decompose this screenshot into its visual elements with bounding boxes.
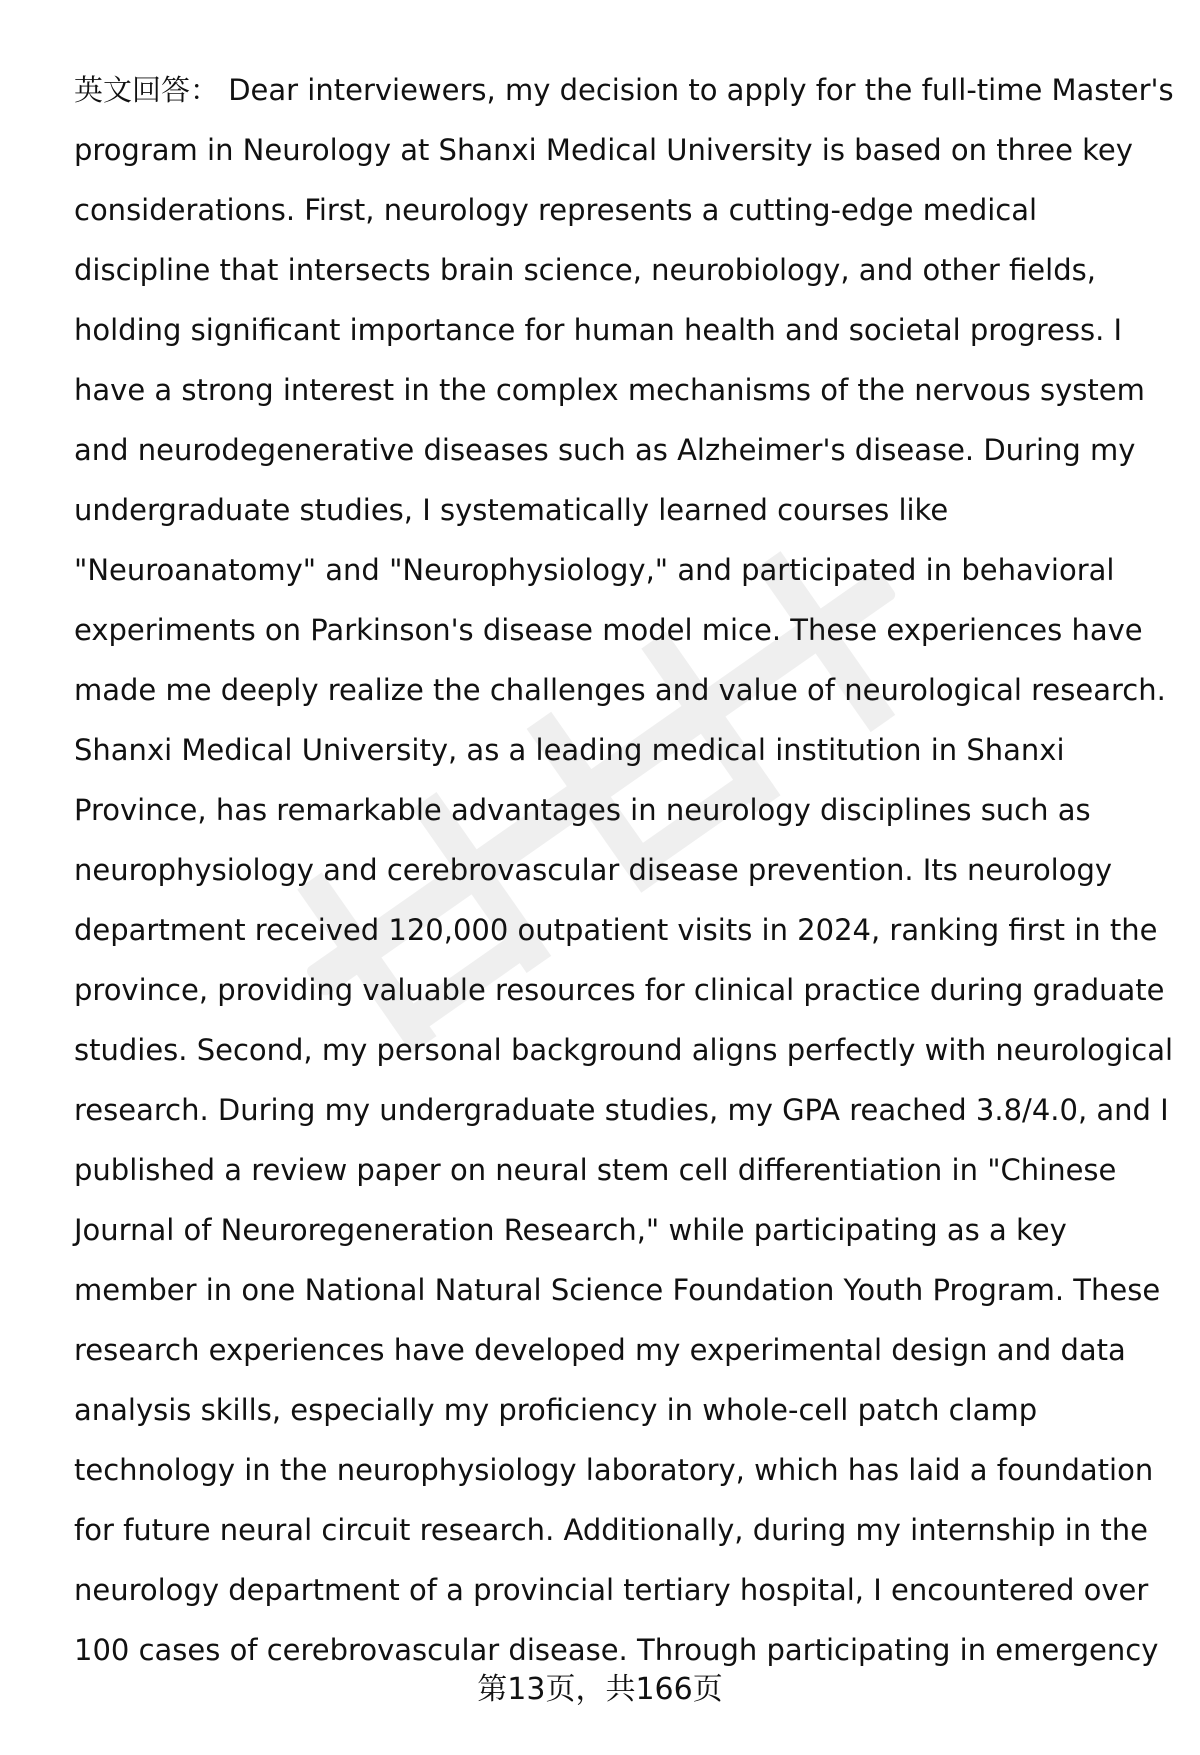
text-line: experiments on Parkinson's disease model mice. These experiences have xyxy=(74,613,1143,647)
text-line: considerations. First, neurology represents a cutting-edge medical xyxy=(74,193,1038,227)
text-line: 英文回答： Dear interviewers, my decision to apply for the full-time Master's xyxy=(74,73,1174,107)
text-line: studies. Second, my personal background aligns perfectly with neurological xyxy=(74,1033,1174,1067)
text-line: have a strong interest in the complex mechanisms of the nervous system xyxy=(74,373,1145,407)
page-footer: 第13页，共166页 xyxy=(477,1672,723,1707)
text-line: Province, has remarkable advantages in neurology disciplines such as xyxy=(74,793,1091,827)
text-line: program in Neurology at Shanxi Medical University is based on three key xyxy=(74,133,1133,167)
text-line: neurology department of a provincial tertiary hospital, I encountered over xyxy=(74,1573,1149,1607)
text-line: research. During my undergraduate studies, my GPA reached 3.8/4.0, and I xyxy=(74,1093,1169,1127)
text-line: technology in the neurophysiology laboratory, which has laid a foundation xyxy=(74,1453,1154,1487)
text-line: member in one National Natural Science Foundation Youth Program. These xyxy=(74,1273,1161,1307)
text-line: and neurodegenerative diseases such as Alzheimer's disease. During my xyxy=(74,433,1136,467)
text-line: made me deeply realize the challenges and value of neurological research. xyxy=(74,673,1166,707)
answer-text xyxy=(74,60,1174,1680)
text-line: undergraduate studies, I systematically learned courses like xyxy=(74,493,949,527)
text-line: province, providing valuable resources for clinical practice during graduate xyxy=(74,973,1165,1007)
text-line: analysis skills, especially my proficiency in whole-cell patch clamp xyxy=(74,1393,1038,1427)
text-line: research experiences have developed my experimental design and data xyxy=(74,1333,1126,1367)
text-line: 100 cases of cerebrovascular disease. Through participating in emergency xyxy=(74,1633,1159,1667)
text-line: "Neuroanatomy" and "Neurophysiology," and participated in behavioral xyxy=(74,553,1115,587)
text-line: neurophysiology and cerebrovascular disease prevention. Its neurology xyxy=(74,853,1113,887)
text-line: for future neural circuit research. Additionally, during my internship in the xyxy=(74,1513,1149,1547)
text-line: Shanxi Medical University, as a leading medical institution in Shanxi xyxy=(74,733,1065,767)
text-line: department received 120,000 outpatient visits in 2024, ranking first in the xyxy=(74,913,1158,947)
text-line: discipline that intersects brain science, neurobiology, and other fields, xyxy=(74,253,1096,287)
text-line: published a review paper on neural stem cell differentiation in "Chinese xyxy=(74,1153,1117,1187)
text-line: holding significant importance for human health and societal progress. I xyxy=(74,313,1123,347)
text-line: Journal of Neuroregeneration Research," while participating as a key xyxy=(74,1213,1067,1247)
